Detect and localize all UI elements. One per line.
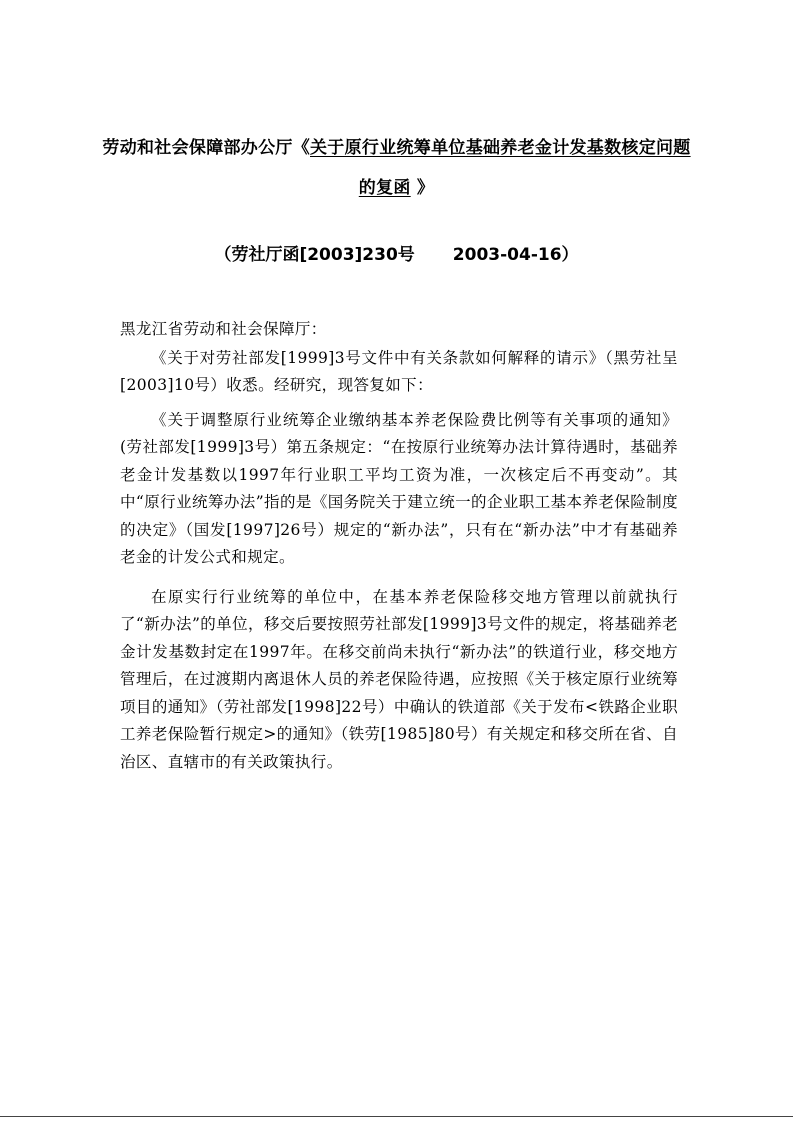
document-number: （劳社厅函[2003]230号 bbox=[214, 245, 415, 265]
document-number-line bbox=[100, 240, 693, 270]
title-prefix: 劳动和社会保障部办公厅《 bbox=[102, 138, 310, 158]
document-title bbox=[100, 128, 693, 208]
document-date: 2003-04-16） bbox=[452, 245, 579, 265]
body-paragraph-3: 在原实行行业统筹的单位中，在基本养老保险移交地方管理以前就执行了“新办法”的单位，移交后要按照劳社部发[1999]3号文件的规定，将基础养老金计发基数封定在1997年。在移交前尚未执行“新办法”的铁道行业，移交地方管理后，在过渡期内离退休人员的养老保险待遇，应按照《关于核定原行业统筹项目的通知》（劳社部发[1998]22号）中确认的铁道部《关于发布<铁路企业职工养老保险暂行规定>的通知》（铁劳[1985]80号）有关规定和移交所在省、自治区、直辖市的有关政策执行。 bbox=[120, 587, 678, 771]
body-paragraph-2: 《关于调整原行业统筹企业缴纳基本养老保险费比例等有关事项的通知》(劳社部发[1999]3号）第五条规定：“在按原行业统筹办法计算待遇时，基础养老金计发基数以1997年行业职工平均工资为准，一次核定后不再变动”。其中“原行业统筹办法”指的是《国务院关于建立统一的企业职工基本养老保险制度的决定》（国发[1997]26号）规定的“新办法”，只有在“新办法”中才有基础养老金的计发公式和规定。 bbox=[120, 410, 678, 566]
document-body bbox=[120, 316, 678, 776]
title-link[interactable]: 关于原行业统筹单位基础养老金计发基数核定问题的复函 bbox=[310, 138, 691, 198]
page-bottom-border bbox=[0, 1116, 793, 1117]
title-suffix: 》 bbox=[410, 178, 435, 198]
body-paragraph-1: 《关于对劳社部发[1999]3号文件中有关条款如何解释的请示》（黑劳社呈[2003]10号）收悉。经研究，现答复如下： bbox=[120, 348, 678, 394]
salutation: 黑龙江省劳动和社会保障厅： bbox=[120, 320, 327, 338]
